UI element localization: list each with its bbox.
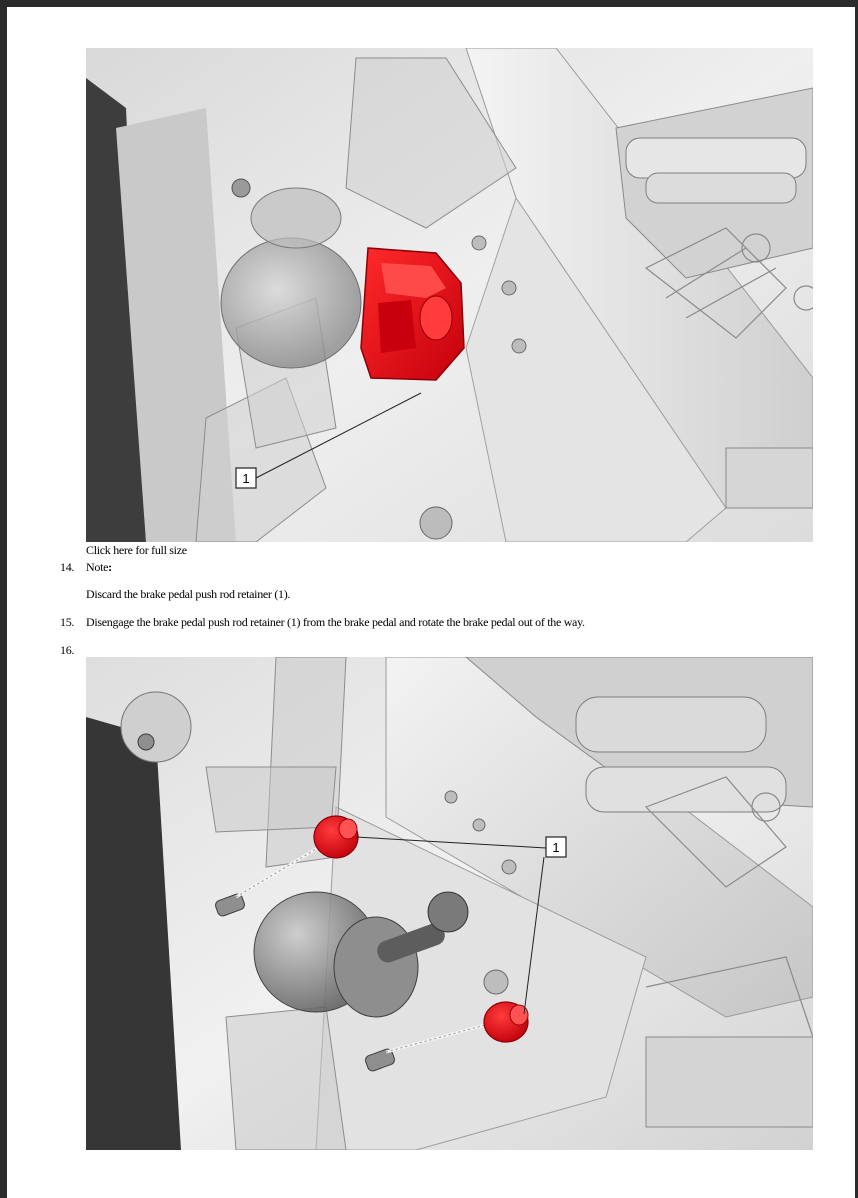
window-frame-left xyxy=(0,0,7,1198)
step-number-14: 14. xyxy=(60,560,75,574)
retainer-clip-lower-highlight xyxy=(484,1002,528,1042)
callout-label: 1 xyxy=(242,471,250,486)
push-rod-retainer-highlight xyxy=(361,248,464,380)
step-14-text: Discard the brake pedal push rod retainer (1). xyxy=(86,587,291,601)
full-size-link[interactable]: Click here for full size xyxy=(86,543,187,557)
window-frame-top xyxy=(0,0,858,7)
brake-pedal-retainer-illustration[interactable] xyxy=(86,48,813,542)
brake-pedal-clips-illustration[interactable] xyxy=(86,657,813,1150)
retainer-clip-upper-highlight xyxy=(314,816,358,858)
note-label xyxy=(86,560,112,575)
note-label-colon: : xyxy=(108,560,112,574)
step-15-text: Disengage the brake pedal push rod retainer (1) from the brake pedal and rotate the brake pedal out of the way. xyxy=(86,615,585,629)
illustration-2-canvas xyxy=(86,657,813,1150)
callout-box-1 xyxy=(236,468,256,488)
step-number-15: 15. xyxy=(60,615,75,629)
step-number-16: 16. xyxy=(60,643,75,657)
callout-box-1 xyxy=(546,837,566,857)
callout-label: 1 xyxy=(552,840,560,855)
note-label-text: Note xyxy=(86,560,109,574)
illustration-1-canvas xyxy=(86,48,813,542)
